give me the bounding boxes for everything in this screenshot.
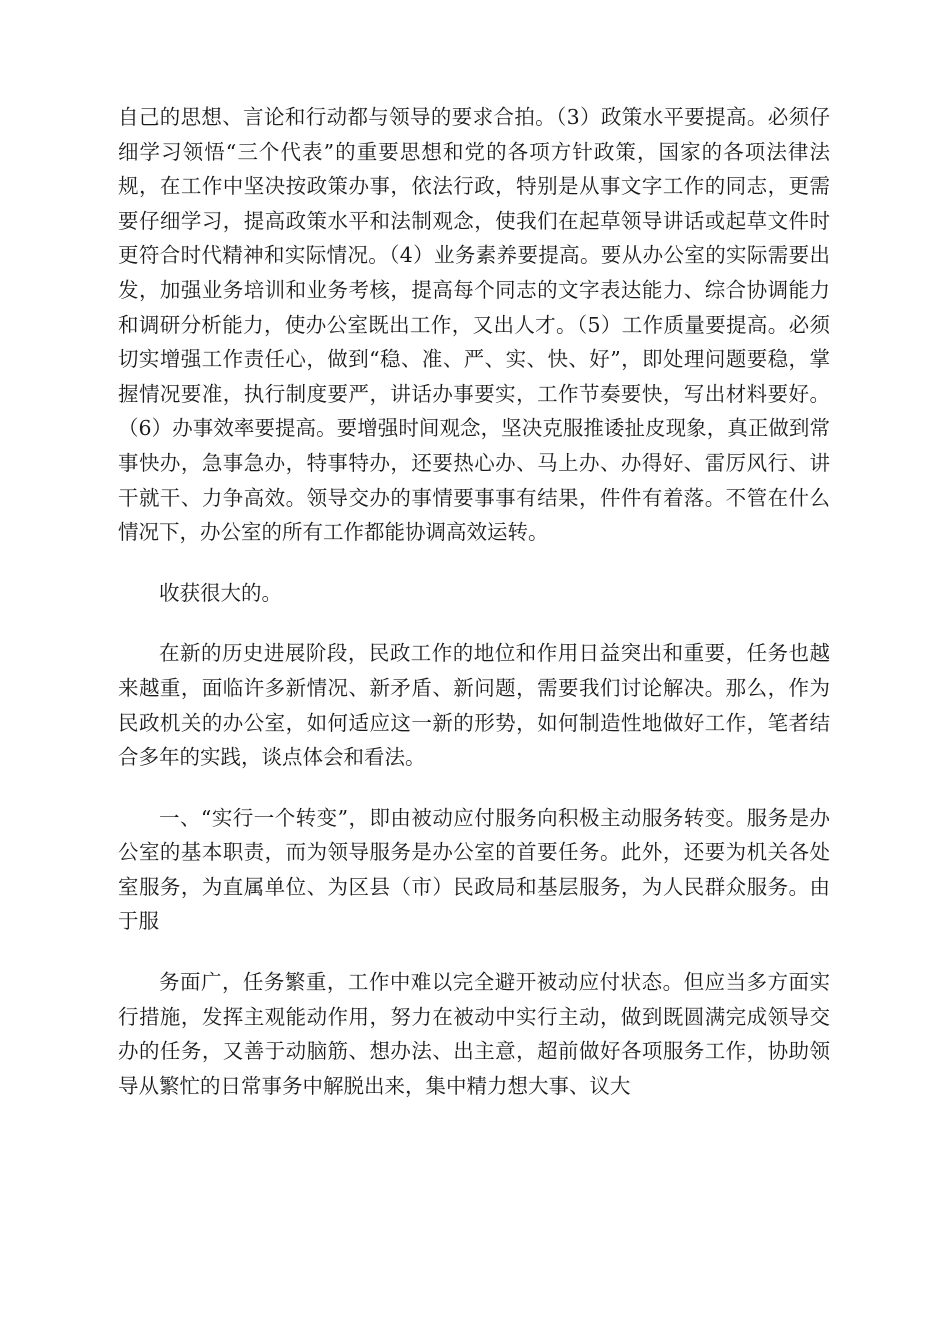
paragraph-1: 自己的思想、言论和行动都与领导的要求合拍。（3）政策水平要提高。必须仔细学习领悟“三个代表”的重要思想和党的各项方针政策，国家的各项法律法规，在工作中坚决按政策办事，依法行政，特别是从事文字工作的同志，更需要仔细学习，提高政策水平和法制观念，使我们在起草领导讲话或起草文件时更符合时代精神和实际情况。（4）业务素养要提高。要从办公室的实际需要出发，加强业务培训和业务考核，提高每个同志的文字表达能力、综合协调能力和调研分析能力，使办公室既出工作，又出人才。（5）工作质量要提高。必须切实增强工作责任心，做到“稳、准、严、实、快、好”，即处理问题要稳，掌握情况要准，执行制度要严，讲话办事要实，工作节奏要快，写出材料要好。（6）办事效率要提高。要增强时间观念，坚决克服推诿扯皮现象，真正做到常事快办，急事急办，特事特办，还要热心办、马上办、办得好、雷厉风行、讲干就干、力争高效。领导交办的事情要事事有结果，件件有着落。不管在什么情况下，办公室的所有工作都能协调高效运转。 (118, 105, 830, 545)
paragraph-3: 在新的历史进展阶段，民政工作的地位和作用日益突出和重要，任务也越来越重，面临许多新情况、新矛盾、新问题，需要我们讨论解决。那么，作为民政机关的办公室，如何适应这一新的形势，如何制造性地做好工作，笔者结合多年的实践，谈点体会和看法。 (118, 641, 830, 770)
document-body (118, 100, 830, 1129)
paragraph-5: 务面广，任务繁重，工作中难以完全避开被动应付状态。但应当多方面实行措施，发挥主观能动作用，努力在被动中实行主动，做到既圆满完成领导交办的任务，又善于动脑筋、想办法、出主意，超前做好各项服务工作，协助领导从繁忙的日常事务中解脱出来，集中精力想大事、议大 (118, 970, 830, 1098)
paragraph-4: 一、“实行一个转变”，即由被动应付服务向积极主动服务转变。服务是办公室的基本职责，而为领导服务是办公室的首要任务。此外，还要为机关各处室服务，为直属单位、为区县（市）民政局和基层服务，为人民群众服务。由于服 (118, 805, 830, 934)
paragraph-2: 收获很大的。 (159, 580, 282, 605)
